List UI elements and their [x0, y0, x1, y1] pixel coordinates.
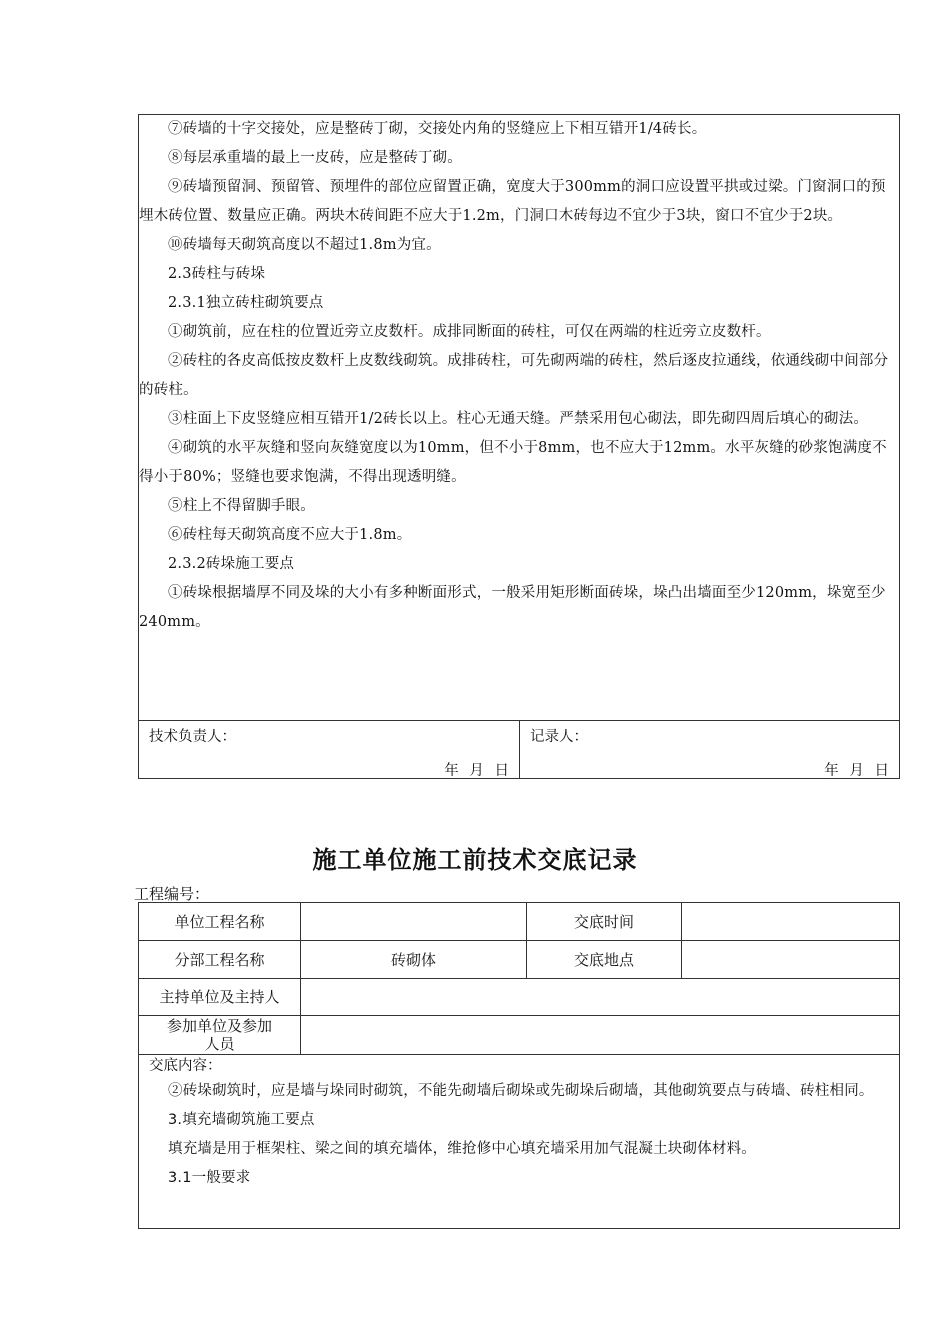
- heading: 3.填充墙砌筑施工要点: [168, 1112, 315, 1128]
- paragraph: 填充墙是用于框架柱、梁之间的填充墙体，维抢修中心填充墙采用加气混凝土块砌体材料。: [168, 1141, 756, 1157]
- paragraph: ①砖垛根据墙厚不同及垛的大小有多种断面形式，一般采用矩形断面砖垛，垛凸出墙面至少120mm，垛宽至少240mm。: [139, 585, 886, 630]
- table-row: [139, 941, 899, 979]
- paragraph: ②砖柱的各皮高低按皮数杆上皮数线砌筑。成排砖柱，可先砌两端的砖柱，然后逐皮拉通线，依通线砌中间部分的砖柱。: [139, 353, 889, 398]
- paragraph: ③柱面上下皮竖缝应相互错开1/2砖长以上。柱心无通天缝。严禁采用包心砌法，即先砌四周后填心的砌法。: [168, 411, 869, 427]
- paragraph: ⑦砖墙的十字交接处，应是整砖丁砌，交接处内角的竖缝应上下相互错开1/4砖长。: [168, 121, 707, 137]
- time-label: 交底时间: [527, 903, 682, 940]
- paragraph: ②砖垛砌筑时，应是墙与垛同时砌筑，不能先砌墙后砌垛或先砌垛后砌墙，其他砌筑要点与砖墙、砖柱相同。: [168, 1083, 874, 1099]
- time-value[interactable]: [682, 903, 899, 940]
- place-value[interactable]: [682, 941, 899, 978]
- paragraph: ④砌筑的水平灰缝和竖向灰缝宽度以为10mm，但不小于8mm，也不应大于12mm。水平灰缝的砂浆饱满度不得小于80%；竖缝也要求饱满，不得出现透明缝。: [139, 440, 887, 485]
- paragraph: ⑤柱上不得留脚手眼。: [168, 498, 315, 514]
- heading: 2.3砖柱与砖垛: [168, 266, 266, 282]
- host-label: 主持单位及主持人: [139, 979, 301, 1015]
- date-field: 年 月 日: [824, 763, 889, 779]
- date-field: 年 月 日: [444, 763, 509, 779]
- participants-label-line2: 人员: [204, 1035, 235, 1053]
- paragraph: ⑧每层承重墙的最上一皮砖，应是整砖丁砌。: [168, 150, 462, 166]
- record-form: [138, 902, 900, 1229]
- participants-value[interactable]: [301, 1016, 899, 1054]
- briefing-content: [139, 1055, 899, 1193]
- signature-row: [139, 720, 899, 779]
- paragraph: ⑥砖柱每天砌筑高度不应大于1.8m。: [168, 527, 412, 543]
- participants-label: [139, 1016, 301, 1054]
- tech-lead-label: 技术负责人：: [149, 729, 236, 745]
- recorder-cell: [520, 721, 899, 779]
- page-title: 施工单位施工前技术交底记录: [312, 846, 638, 874]
- content-text: [139, 115, 899, 637]
- place-label: 交底地点: [527, 941, 682, 978]
- table-row: [139, 979, 899, 1016]
- participants-label-line1: 参加单位及参加: [166, 1017, 272, 1035]
- record-box-continued: [138, 114, 900, 779]
- project-number-label: 工程编号：: [134, 885, 210, 903]
- subheading: 3.1一般要求: [168, 1170, 251, 1186]
- host-value[interactable]: [301, 979, 899, 1015]
- sub-name-value[interactable]: 砖砌体: [301, 941, 527, 978]
- table-row: [139, 903, 899, 941]
- subheading: 2.3.2砖垛施工要点: [168, 556, 295, 572]
- subheading: 2.3.1独立砖柱砌筑要点: [168, 295, 324, 311]
- paragraph: ⑩砖墙每天砌筑高度以不超过1.8m为宜。: [168, 237, 441, 253]
- tech-lead-cell: [139, 721, 520, 779]
- sub-name-label: 分部工程名称: [139, 941, 301, 978]
- recorder-label: 记录人：: [530, 729, 588, 745]
- unit-name-value[interactable]: [301, 903, 527, 940]
- unit-name-label: 单位工程名称: [139, 903, 301, 940]
- content-label: 交底内容：: [149, 1058, 222, 1074]
- paragraph: ⑨砖墙预留洞、预留管、预埋件的部位应留置正确，宽度大于300mm的洞口应设置平拱或过梁。门窗洞口的预埋木砖位置、数量应正确。两块木砖间距不应大于1.2m，门洞口木砖每边不宜少于3块，窗口不宜少于2块。: [139, 179, 886, 224]
- paragraph: ①砌筑前，应在柱的位置近旁立皮数杆。成排同断面的砖柱，可仅在两端的柱近旁立皮数杆。: [168, 324, 771, 340]
- table-row: [139, 1016, 899, 1055]
